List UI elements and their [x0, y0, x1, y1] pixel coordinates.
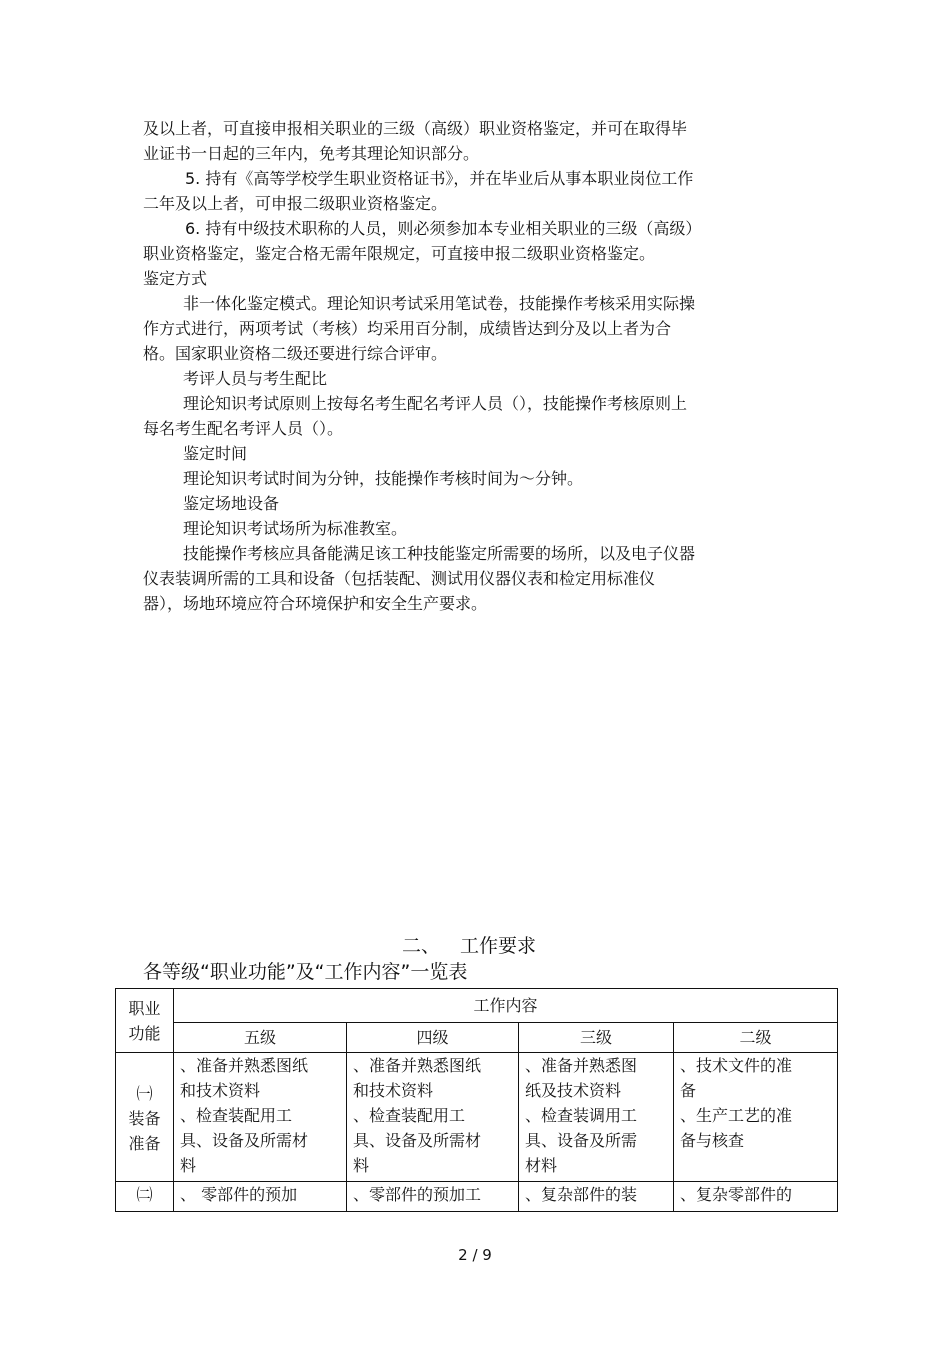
body-line: 理论知识考试原则上按每名考生配名考评人员（），技能操作考核原则上: [183, 394, 688, 413]
cell-line: 具、设备及所需: [525, 1131, 638, 1150]
body-line: 及以上者，可直接申报相关职业的三级（高级）职业资格鉴定，并可在取得毕: [143, 119, 688, 138]
cell-line: 、零部件的预加工: [353, 1185, 482, 1204]
table-title: 各等级“职业功能”及“工作内容”一览表: [143, 961, 468, 983]
body-line: 非一体化鉴定模式。理论知识考试采用笔试卷，技能操作考核采用实际操: [183, 294, 696, 313]
body-line: 器），场地环境应符合环境保护和安全生产要求。: [143, 594, 488, 613]
body-line: 职业资格鉴定，鉴定合格无需年限规定，可直接申报二级职业资格鉴定。: [143, 244, 656, 263]
content-cell: [519, 1053, 674, 1182]
page-number: 2 / 9: [458, 1246, 492, 1264]
cell-line: 、复杂部件的装: [525, 1185, 638, 1204]
content-cell: [174, 1053, 347, 1182]
function-line: 装备: [128, 1109, 161, 1128]
content-cell: [674, 1182, 838, 1212]
table-row: [116, 1053, 838, 1182]
cell-line: 和技术资料: [353, 1081, 434, 1100]
subheading: 鉴定场地设备: [183, 494, 280, 513]
work-requirements-table: [115, 988, 838, 1212]
body-line: 格。国家职业资格二级还要进行综合评审。: [143, 344, 448, 363]
subheading: 鉴定时间: [183, 444, 248, 463]
subheading: 鉴定方式: [143, 269, 208, 288]
body-line: 5. 持有《高等学校学生职业资格证书》，并在毕业后从事本职业岗位工作: [185, 169, 694, 188]
cell-line: 、检查装配用工: [180, 1106, 293, 1125]
subheading: 考评人员与考生配比: [183, 369, 328, 388]
function-cell: [116, 1053, 174, 1182]
body-line: 每名考生配名考评人员（）。: [143, 419, 344, 438]
content-cell: [347, 1182, 519, 1212]
cell-line: 、准备并熟悉图纸: [353, 1056, 482, 1075]
body-line: 技能操作考核应具备能满足该工种技能鉴定所需要的场所，以及电子仪器: [183, 544, 696, 563]
cell-line: 料: [180, 1156, 197, 1175]
body-line: 业证书一日起的三年内，免考其理论知识部分。: [143, 144, 480, 163]
body-line: 仪表装调所需的工具和设备（包括装配、测试用仪器仪表和检定用标准仪: [143, 569, 656, 588]
header-level-2: 二级: [674, 1023, 838, 1053]
body-line: 理论知识考试场所为标准教室。: [183, 519, 408, 538]
function-cell: [116, 1182, 174, 1212]
cell-line: 、生产工艺的准: [680, 1106, 793, 1125]
header-function-cell: [116, 989, 174, 1053]
content-cell: [174, 1182, 347, 1212]
cell-line: 具、设备及所需材: [180, 1131, 309, 1150]
table-row: [116, 1182, 838, 1212]
cell-line: 、复杂零部件的: [680, 1185, 793, 1204]
body-line: 作方式进行，两项考试（考核）均采用百分制，成绩皆达到分及以上者为合: [143, 319, 672, 338]
function-line: ㈡: [136, 1185, 153, 1204]
content-cell: [674, 1053, 838, 1182]
cell-line: 和技术资料: [180, 1081, 261, 1100]
cell-line: 材料: [525, 1156, 558, 1175]
cell-line: 备与核查: [680, 1131, 745, 1150]
header-function-line: 职业: [128, 998, 161, 1018]
body-line: 理论知识考试时间为分钟，技能操作考核时间为～分钟。: [183, 469, 584, 488]
cell-line: 、准备并熟悉图纸: [180, 1056, 309, 1075]
header-level-5: 五级: [174, 1023, 347, 1053]
cell-line: 、准备并熟悉图: [525, 1056, 638, 1075]
cell-line: 备: [680, 1081, 697, 1100]
cell-line: 、检查装配用工: [353, 1106, 466, 1125]
header-function-line: 功能: [128, 1023, 161, 1043]
cell-line: 、检查装调用工: [525, 1106, 638, 1125]
body-line: 二年及以上者，可申报二级职业资格鉴定。: [143, 194, 448, 213]
section-title: 工作要求: [460, 935, 537, 957]
header-level-4: 四级: [347, 1023, 519, 1053]
content-cell: [347, 1053, 519, 1182]
function-line: ㈠: [136, 1084, 153, 1103]
content-cell: [519, 1182, 674, 1212]
cell-line: 纸及技术资料: [525, 1081, 622, 1100]
section-number: 二、: [402, 935, 441, 957]
cell-line: 具、设备及所需材: [353, 1131, 482, 1150]
function-line: 准备: [128, 1134, 161, 1153]
header-work-content: 工作内容: [174, 989, 838, 1023]
cell-line: 料: [353, 1156, 370, 1175]
body-line: 6. 持有中级技术职称的人员，则必须参加本专业相关职业的三级（高级）: [185, 219, 702, 238]
header-level-3: 三级: [519, 1023, 674, 1053]
cell-line: 、技术文件的准: [680, 1056, 793, 1075]
cell-line: 、 零部件的预加: [180, 1185, 298, 1204]
